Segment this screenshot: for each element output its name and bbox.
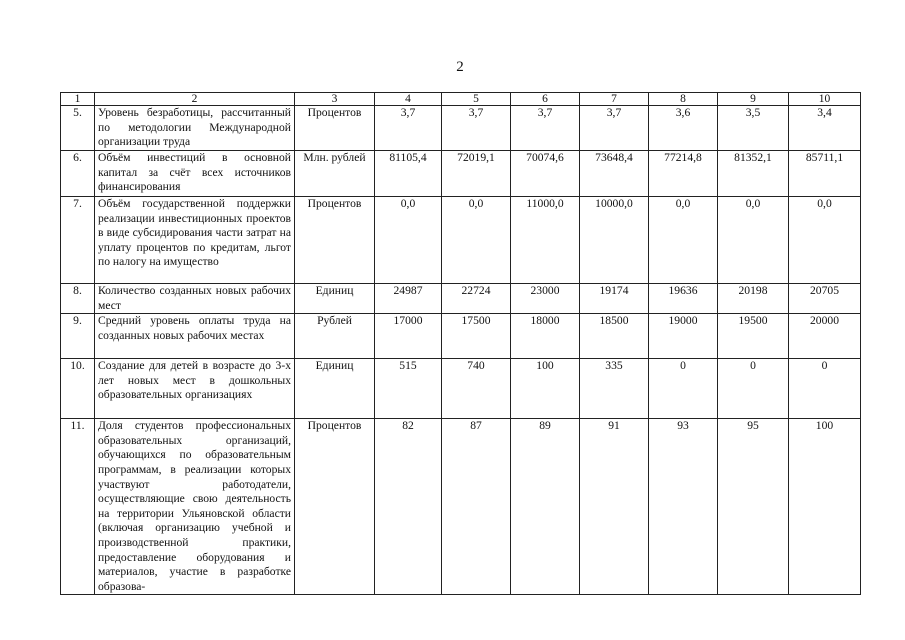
row-number: 6.: [61, 151, 95, 197]
column-header: 2: [95, 93, 295, 106]
value-cell: 81105,4: [375, 151, 442, 197]
column-header: 6: [511, 93, 580, 106]
value-cell: 81352,1: [718, 151, 789, 197]
column-header: 5: [442, 93, 511, 106]
value-cell: 740: [442, 359, 511, 419]
value-cell: 22724: [442, 284, 511, 314]
value-cell: 24987: [375, 284, 442, 314]
value-cell: 82: [375, 419, 442, 595]
value-cell: 91: [580, 419, 649, 595]
value-cell: 17000: [375, 314, 442, 359]
value-cell: 23000: [511, 284, 580, 314]
indicator-name: Доля студентов профессиональных образовательных организаций, обучающихся по образовательным программам, в реализации которых участвуют работодатели, осуществляющие свою деятельность на территории Ульяновской области (включая организацию учебной и производственной практики, предоставление оборудования и материалов, участие в разработке образова-: [95, 419, 295, 595]
row-number: 10.: [61, 359, 95, 419]
value-cell: 100: [789, 419, 861, 595]
table-row: [61, 314, 861, 359]
table-row: [61, 106, 861, 151]
table-row: [61, 419, 861, 595]
value-cell: 11000,0: [511, 197, 580, 284]
value-cell: 20198: [718, 284, 789, 314]
value-cell: 73648,4: [580, 151, 649, 197]
column-header: 3: [295, 93, 375, 106]
value-cell: 3,7: [442, 106, 511, 151]
value-cell: 0,0: [789, 197, 861, 284]
table-row: [61, 284, 861, 314]
column-header: 1: [61, 93, 95, 106]
value-cell: 70074,6: [511, 151, 580, 197]
unit-of-measure: Процентов: [295, 197, 375, 284]
row-number: 8.: [61, 284, 95, 314]
row-number: 7.: [61, 197, 95, 284]
value-cell: 85711,1: [789, 151, 861, 197]
indicator-name: Средний уровень оплаты труда на созданных новых рабочих местах: [95, 314, 295, 359]
indicator-name: Объём инвестиций в основной капитал за счёт всех источников финансирования: [95, 151, 295, 197]
column-header: 4: [375, 93, 442, 106]
value-cell: 3,4: [789, 106, 861, 151]
indicator-name: Количество созданных новых рабочих мест: [95, 284, 295, 314]
unit-of-measure: Млн. рублей: [295, 151, 375, 197]
value-cell: 87: [442, 419, 511, 595]
unit-of-measure: Процентов: [295, 106, 375, 151]
header-row: [61, 93, 861, 106]
indicator-name: Уровень безработицы, рассчитанный по методологии Международной организации труда: [95, 106, 295, 151]
row-number: 9.: [61, 314, 95, 359]
value-cell: 0: [789, 359, 861, 419]
indicators-table: [60, 92, 861, 595]
table-row: [61, 197, 861, 284]
value-cell: 20705: [789, 284, 861, 314]
column-header: 9: [718, 93, 789, 106]
value-cell: 89: [511, 419, 580, 595]
row-number: 5.: [61, 106, 95, 151]
value-cell: 3,7: [580, 106, 649, 151]
value-cell: 0,0: [649, 197, 718, 284]
value-cell: 95: [718, 419, 789, 595]
value-cell: 3,7: [375, 106, 442, 151]
unit-of-measure: Единиц: [295, 284, 375, 314]
value-cell: 0,0: [442, 197, 511, 284]
value-cell: 3,5: [718, 106, 789, 151]
value-cell: 10000,0: [580, 197, 649, 284]
value-cell: 0: [718, 359, 789, 419]
value-cell: 20000: [789, 314, 861, 359]
page-number: 2: [456, 59, 464, 75]
value-cell: 3,7: [511, 106, 580, 151]
value-cell: 0: [649, 359, 718, 419]
column-header: 8: [649, 93, 718, 106]
table-row: [61, 359, 861, 419]
column-header: 10: [789, 93, 861, 106]
value-cell: 19174: [580, 284, 649, 314]
value-cell: 0,0: [718, 197, 789, 284]
value-cell: 335: [580, 359, 649, 419]
indicator-name: Объём государственной поддержки реализации инвестиционных проектов в виде субсидирования части затрат на уплату процентов по кредитам, льгот по налогу на имущество: [95, 197, 295, 284]
value-cell: 19636: [649, 284, 718, 314]
value-cell: 19500: [718, 314, 789, 359]
unit-of-measure: Рублей: [295, 314, 375, 359]
indicator-name: Создание для детей в возрасте до 3-х лет новых мест в дошкольных образовательных организациях: [95, 359, 295, 419]
column-header: 7: [580, 93, 649, 106]
value-cell: 18500: [580, 314, 649, 359]
value-cell: 93: [649, 419, 718, 595]
table-row: [61, 151, 861, 197]
value-cell: 18000: [511, 314, 580, 359]
value-cell: 3,6: [649, 106, 718, 151]
unit-of-measure: Процентов: [295, 419, 375, 595]
value-cell: 100: [511, 359, 580, 419]
value-cell: 0,0: [375, 197, 442, 284]
value-cell: 19000: [649, 314, 718, 359]
value-cell: 72019,1: [442, 151, 511, 197]
value-cell: 17500: [442, 314, 511, 359]
unit-of-measure: Единиц: [295, 359, 375, 419]
row-number: 11.: [61, 419, 95, 595]
value-cell: 77214,8: [649, 151, 718, 197]
value-cell: 515: [375, 359, 442, 419]
